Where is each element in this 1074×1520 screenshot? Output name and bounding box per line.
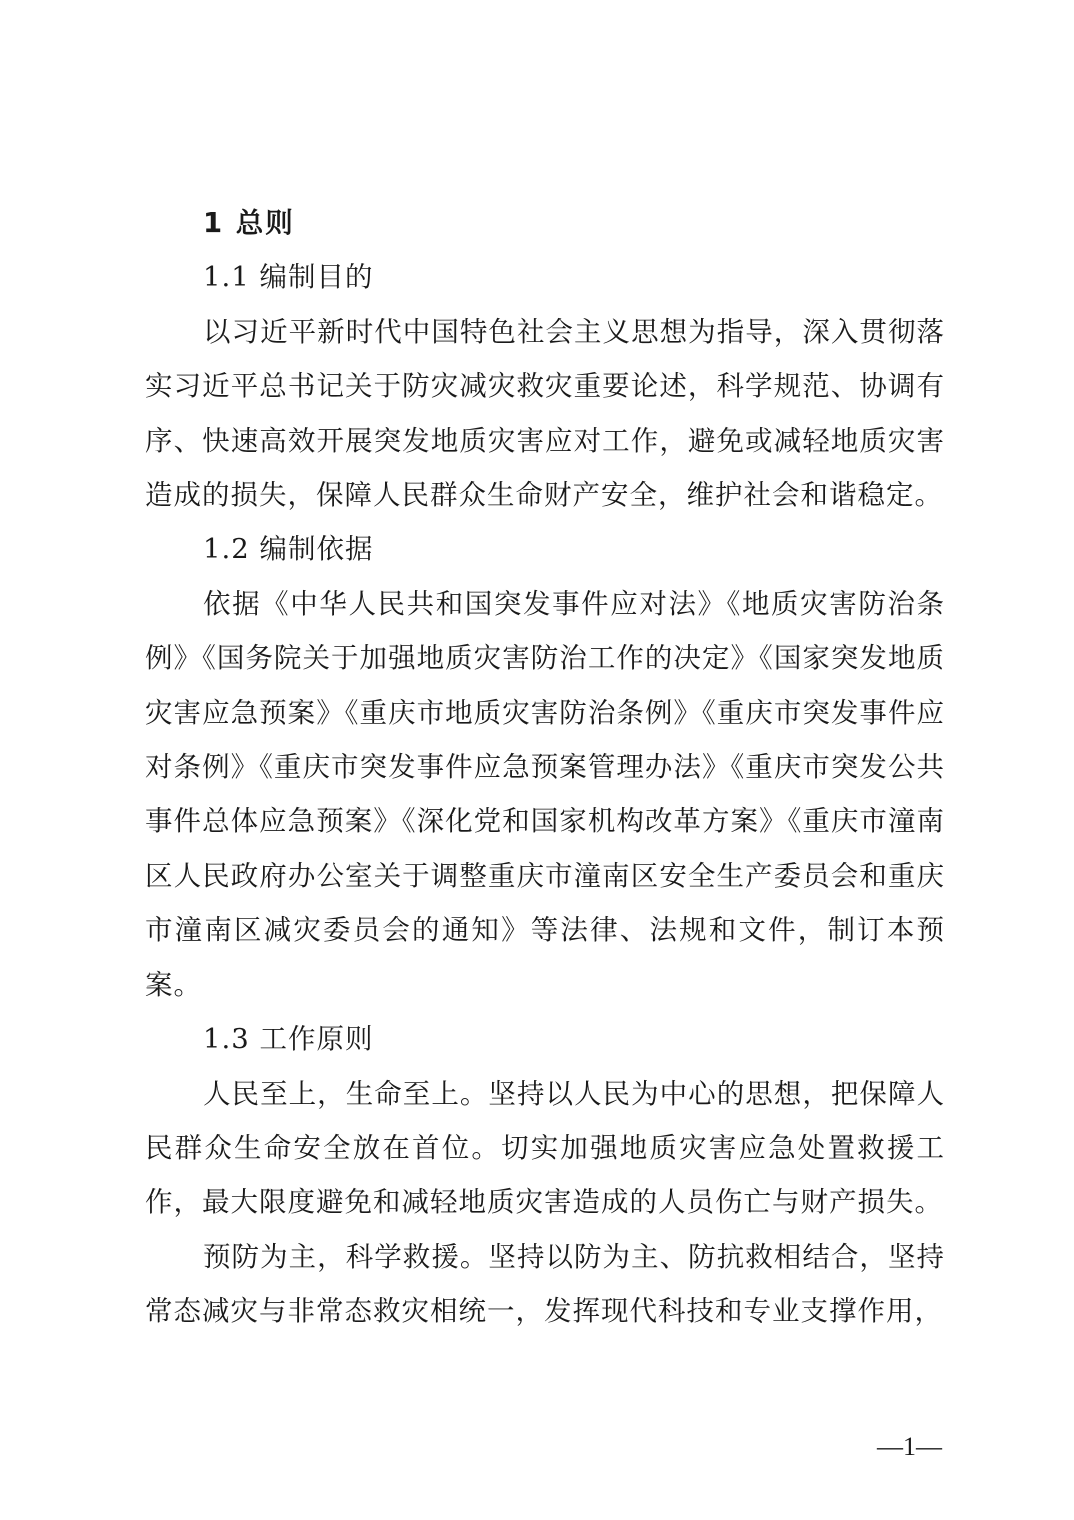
document-body: [145, 196, 945, 1339]
section-heading-general: 1 总则: [203, 207, 295, 239]
paragraph-purpose: 以习近平新时代中国特色社会主义思想为指导，深入贯彻落实习近平总书记关于防灾减灾救灾重要论述，科学规范、协调有序、快速高效开展突发地质灾害应对工作，避免或减轻地质灾害造成的损失，保障人民群众生命财产安全，维护社会和谐稳定。: [145, 315, 945, 512]
subsection-heading-basis: 1.2 编制依据: [203, 533, 374, 566]
paragraph-principle-prevention: 预防为主，科学救援。坚持以防为主、防抗救相结合，坚持常态减灾与非常态救灾相统一，发挥现代科技和专业支撑作用，: [145, 1240, 945, 1328]
subsection-heading-principles: 1.3 工作原则: [203, 1023, 374, 1056]
subsection-heading-purpose: 1.1 编制目的: [203, 261, 374, 294]
paragraph-principle-people-first: 人民至上，生命至上。坚持以人民为中心的思想，把保障人民群众生命安全放在首位。切实加强地质灾害应急处置救援工作，最大限度避免和减轻地质灾害造成的人员伤亡与财产损失。: [145, 1077, 945, 1219]
page-number: —1—: [877, 1432, 942, 1461]
paragraph-basis: 依据《中华人民共和国突发事件应对法》《地质灾害防治条例》《国务院关于加强地质灾害防治工作的决定》《国家突发地质灾害应急预案》《重庆市地质灾害防治条例》《重庆市突发事件应对条例》《重庆市突发事件应急预案管理办法》《重庆市突发公共事件总体应急预案》《深化党和国家机构改革方案》《重庆市潼南区人民政府办公室关于调整重庆市潼南区安全生产委员会和重庆市潼南区减灾委员会的通知》等法律、法规和文件，制订本预案。: [145, 587, 945, 1001]
